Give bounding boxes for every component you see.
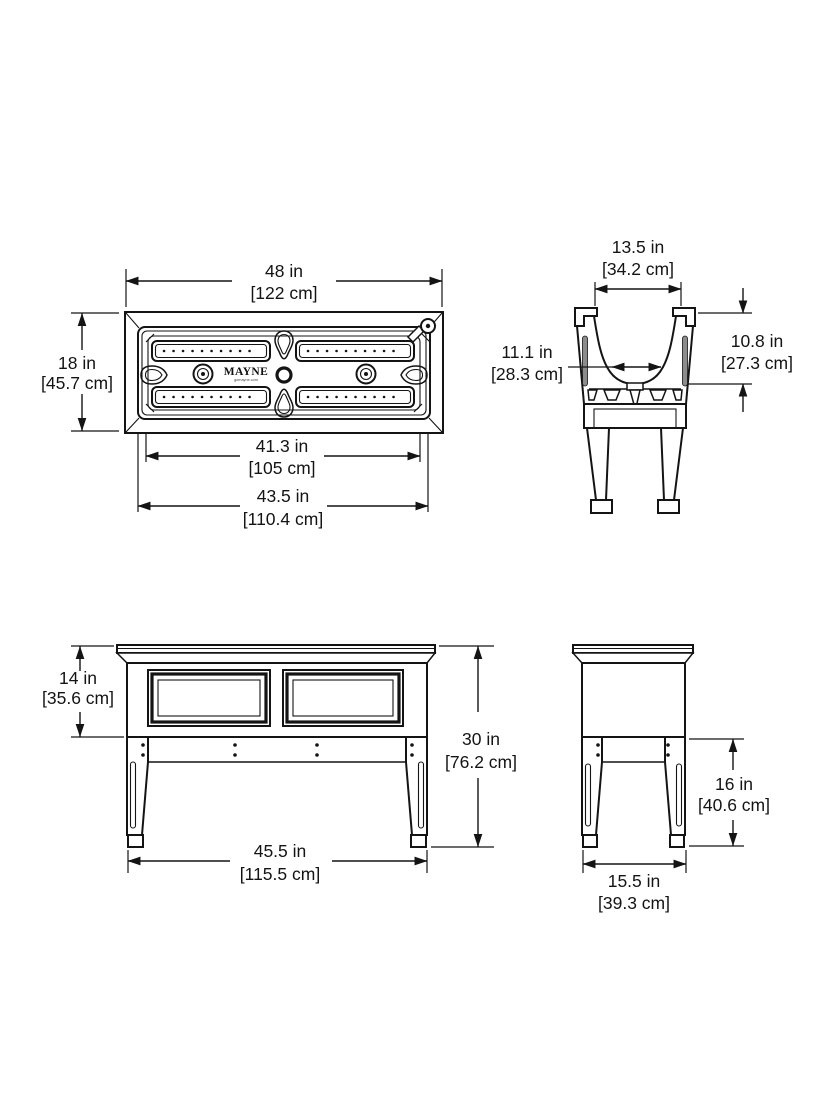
side-base-and-legs [582, 737, 685, 847]
inner-bowl-profile [594, 316, 676, 384]
left-foot [128, 835, 143, 847]
dimension-value-in: 30 in [462, 729, 500, 749]
dimension-value-in: 11.1 in [501, 342, 553, 362]
right-wall-cut-surface [683, 336, 688, 386]
dim-overall-depth [41, 313, 119, 431]
dimension-value-in: 18 in [58, 353, 96, 373]
dimension-value-cm: [115.5 cm] [239, 864, 321, 884]
screw [596, 753, 600, 757]
brand-logo-text: MAYNE [223, 366, 269, 378]
dimension-value-cm: [45.7 cm] [41, 373, 113, 393]
crown-molding [117, 645, 435, 663]
dimension-value-cm: [40.6 cm] [698, 795, 770, 815]
dimension-value-cm: [110.4 cm] [242, 509, 324, 529]
dim-inner-depth [688, 288, 793, 412]
extension-lines [583, 850, 686, 873]
crown-molding [573, 645, 693, 663]
planter-top-outline [125, 312, 443, 433]
screw [666, 753, 670, 757]
bottom-rib [673, 390, 682, 400]
planter-box [582, 663, 685, 737]
dim-overall-height [431, 646, 517, 847]
screw [315, 743, 319, 747]
left-wall-cut-surface [583, 336, 588, 386]
dimension-value-in: 48 in [265, 261, 303, 281]
apron-screws [596, 743, 670, 757]
brand-logo-subtext: gomayne.com [234, 378, 258, 382]
front-base-and-legs [127, 737, 427, 847]
left-foot [591, 500, 612, 513]
side-view [573, 645, 770, 913]
base-and-legs [584, 404, 686, 513]
left-leg [587, 428, 609, 500]
dim-overall-width [126, 261, 442, 307]
bottom-rib [588, 390, 597, 400]
dim-inner-length [146, 434, 420, 478]
crown-cove [117, 653, 435, 663]
dimension-value-cm: [35.6 cm] [42, 688, 114, 708]
screw [233, 743, 237, 747]
left-foot [583, 835, 597, 847]
apron-band [584, 404, 686, 428]
dimension-value-cm: [76.2 cm] [445, 752, 517, 772]
bottom-rib [604, 390, 620, 400]
top-view [41, 261, 443, 529]
dimension-value-in: 15.5 in [607, 871, 661, 891]
dim-base-width [128, 841, 427, 884]
dimension-value-in: 10.8 in [730, 331, 784, 351]
dimension-value-in: 16 in [715, 774, 753, 794]
extension-lines [595, 282, 681, 306]
knob-center [364, 372, 368, 376]
screw [233, 753, 237, 757]
dimension-value-cm: [27.3 cm] [721, 353, 793, 373]
right-leg [661, 428, 683, 500]
dimension-value-in: 43.5 in [256, 486, 310, 506]
dimension-value-in: 14 in [59, 668, 97, 688]
screw [410, 753, 414, 757]
screw [141, 753, 145, 757]
dimension-value-cm: [39.3 cm] [598, 893, 670, 913]
dimension-value-cm: [122 cm] [250, 283, 318, 303]
drain-fitting [627, 383, 643, 390]
screw [596, 743, 600, 747]
dimension-value-cm: [105 cm] [248, 458, 316, 478]
dimension-value-in: 41.3 in [255, 436, 309, 456]
right-foot [670, 835, 684, 847]
apron-screws [141, 743, 414, 757]
end-section-view [491, 237, 793, 513]
dim-opening-width [595, 237, 681, 306]
dim-base-depth [583, 850, 686, 913]
dim-inner-bottom-width [491, 342, 661, 384]
screw [315, 753, 319, 757]
screw [141, 743, 145, 747]
crown-cove [573, 653, 693, 663]
screw [410, 743, 414, 747]
dimension-value-cm: [34.2 cm] [602, 259, 674, 279]
screw [666, 743, 670, 747]
dimension-value-in: 13.5 in [611, 237, 665, 257]
trough-section [575, 308, 695, 410]
bottom-rib [650, 390, 666, 400]
dim-box-height [42, 646, 124, 737]
right-foot [411, 835, 426, 847]
corner-fitting-center [426, 324, 430, 328]
dimension-value-in: 45.5 in [253, 841, 307, 861]
right-foot [658, 500, 679, 513]
dimension-value-cm: [28.3 cm] [491, 364, 563, 384]
front-view [42, 645, 517, 884]
dim-leg-height [689, 739, 770, 846]
knob-center [201, 372, 205, 376]
